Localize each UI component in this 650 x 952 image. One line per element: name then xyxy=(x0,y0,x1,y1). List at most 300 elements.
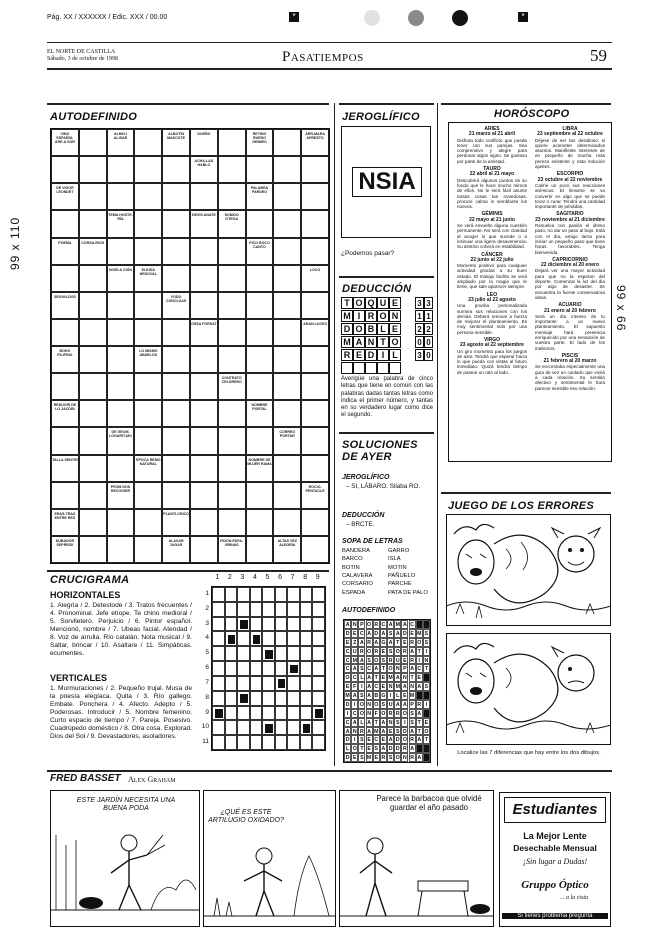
crucigrama-cell[interactable] xyxy=(212,720,225,735)
crucigrama-cell[interactable] xyxy=(225,735,238,750)
autodefinido-answer-cell[interactable] xyxy=(190,482,218,509)
crucigrama-cell[interactable] xyxy=(212,602,225,617)
horoscope-text: Un giro momento para los juegos de azar. Tendrá que esperar hacia lo que pueda con vistas al futuro inmediato. Quizá tendrá tiempo de pasear un rato al lado. xyxy=(457,348,527,375)
autodefinido-answer-cell[interactable] xyxy=(79,265,107,292)
autodefinido-clue-cell: DUEÑO xyxy=(190,129,218,156)
crucigrama-cell[interactable] xyxy=(262,706,275,721)
crucigrama-cell[interactable] xyxy=(225,617,238,632)
sol-grid-letter: E xyxy=(381,737,386,744)
sol-grid-black xyxy=(423,709,430,718)
crucigrama-cell[interactable] xyxy=(300,631,313,646)
autodefinido-clue-cell: ALAXAR JUGAR xyxy=(162,536,190,563)
crucigrama-cell[interactable] xyxy=(225,661,238,676)
crucigrama-cell[interactable] xyxy=(287,720,300,735)
autodefinido-answer-cell[interactable] xyxy=(301,210,329,237)
sol-grid-letter: A xyxy=(417,684,422,691)
autodefinido-answer-cell[interactable] xyxy=(51,319,79,346)
deduccion-answer-cell[interactable] xyxy=(377,362,389,374)
crucigrama-cell[interactable] xyxy=(250,661,263,676)
crucigrama-cell[interactable] xyxy=(275,735,288,750)
crucigrama-cell[interactable] xyxy=(262,617,275,632)
sol-grid-letter: N xyxy=(424,657,429,664)
autodefinido-clue-cell: LOCO xyxy=(301,265,329,292)
crucigrama-cell[interactable] xyxy=(287,646,300,661)
autodefinido-answer-cell[interactable] xyxy=(79,346,107,373)
crucigrama-cell[interactable] xyxy=(225,676,238,691)
autodefinido-answer-cell[interactable] xyxy=(51,427,79,454)
crucigrama-cell[interactable] xyxy=(262,631,275,646)
crucigrama-cell[interactable] xyxy=(300,587,313,602)
errores-caption: Localice las 7 diferencias que hay entre los dos dibujos. xyxy=(457,750,601,756)
autodefinido-answer-cell[interactable] xyxy=(273,346,301,373)
autodefinido-answer-cell[interactable] xyxy=(246,265,274,292)
horoscope-entry xyxy=(535,354,605,391)
crucigrama-grid[interactable] xyxy=(211,586,326,751)
autodefinido-answer-cell[interactable] xyxy=(190,509,218,536)
crucigrama-cell[interactable] xyxy=(312,691,325,706)
crucigrama-cell[interactable] xyxy=(225,587,238,602)
crucigrama-cell[interactable] xyxy=(287,631,300,646)
crucigrama-cell[interactable] xyxy=(212,691,225,706)
autodefinido-clue-cell: ARAN LUCES xyxy=(301,319,329,346)
autodefinido-answer-cell[interactable] xyxy=(162,482,190,509)
autodefinido-answer-cell[interactable] xyxy=(190,400,218,427)
crucigrama-cell[interactable] xyxy=(312,602,325,617)
autodefinido-answer-cell[interactable] xyxy=(51,373,79,400)
autodefinido-answer-cell[interactable] xyxy=(273,238,301,265)
crucigrama-cell[interactable] xyxy=(237,602,250,617)
crucigrama-cell[interactable] xyxy=(250,602,263,617)
crucigrama-cell[interactable] xyxy=(250,706,263,721)
autodefinido-answer-cell[interactable] xyxy=(162,373,190,400)
autodefinido-answer-cell[interactable] xyxy=(107,292,135,319)
autodefinido-answer-cell[interactable] xyxy=(162,319,190,346)
horoscopo-title: HORÓSCOPO xyxy=(494,108,570,120)
crucigrama-cell[interactable] xyxy=(237,676,250,691)
autodefinido-answer-cell[interactable] xyxy=(218,156,246,183)
autodefinido-answer-cell[interactable] xyxy=(273,292,301,319)
autodefinido-answer-cell[interactable] xyxy=(273,509,301,536)
autodefinido-answer-cell[interactable] xyxy=(246,482,274,509)
sol-sopa-words xyxy=(342,548,437,600)
crucigrama-cell[interactable] xyxy=(262,661,275,676)
autodefinido-answer-cell[interactable] xyxy=(190,455,218,482)
deduccion-answer-row[interactable] xyxy=(341,362,401,374)
crucigrama-cell[interactable] xyxy=(287,587,300,602)
autodefinido-answer-cell[interactable] xyxy=(79,210,107,237)
crucigrama-cell[interactable] xyxy=(275,720,288,735)
crucigrama-cell[interactable] xyxy=(300,661,313,676)
autodefinido-clue-cell: NOMBRE DE MUJER RAMA xyxy=(246,455,274,482)
autodefinido-answer-cell[interactable] xyxy=(134,156,162,183)
crucigrama-cell[interactable] xyxy=(312,676,325,691)
crucigrama-cell[interactable] xyxy=(212,661,225,676)
autodefinido-answer-cell[interactable] xyxy=(134,238,162,265)
crucigrama-cell[interactable] xyxy=(250,691,263,706)
autodefinido-answer-cell[interactable] xyxy=(162,183,190,210)
autodefinido-answer-cell[interactable] xyxy=(79,319,107,346)
crucigrama-cell[interactable] xyxy=(275,631,288,646)
autodefinido-answer-cell[interactable] xyxy=(218,427,246,454)
crucigrama-cell[interactable] xyxy=(287,691,300,706)
autodefinido-answer-cell[interactable] xyxy=(162,265,190,292)
comic-panel-3-text: Parece la barbacoa que olvidé guardar el año pasado xyxy=(376,794,482,812)
autodefinido-answer-cell[interactable] xyxy=(107,509,135,536)
autodefinido-answer-cell[interactable] xyxy=(218,129,246,156)
sol-grid-letter: A xyxy=(388,737,393,744)
crucigrama-cell[interactable] xyxy=(287,735,300,750)
crucigrama-cell[interactable] xyxy=(312,587,325,602)
autodefinido-answer-cell[interactable] xyxy=(51,156,79,183)
crucigrama-cell[interactable] xyxy=(212,617,225,632)
autodefinido-answer-cell[interactable] xyxy=(246,536,274,563)
autodefinido-answer-cell[interactable] xyxy=(273,210,301,237)
sol-grid-letter: L xyxy=(360,675,364,682)
crucigrama-cell[interactable] xyxy=(300,735,313,750)
sol-grid-letter: L xyxy=(396,693,400,699)
autodefinido-answer-cell[interactable] xyxy=(273,400,301,427)
autodefinido-answer-cell[interactable] xyxy=(301,238,329,265)
sol-grid-letter: E xyxy=(345,639,350,646)
sol-grid-letter: N xyxy=(403,675,407,682)
autodefinido-answer-cell[interactable] xyxy=(273,482,301,509)
sol-grid-letter: M xyxy=(395,622,400,628)
autodefinido-answer-cell[interactable] xyxy=(107,455,135,482)
autodefinido-answer-cell[interactable] xyxy=(246,292,274,319)
crucigrama-cell[interactable] xyxy=(262,602,275,617)
sol-grid-letter: A xyxy=(367,728,371,735)
sol-grid-letter: E xyxy=(367,737,371,744)
autodefinido-answer-cell[interactable] xyxy=(301,536,329,563)
autodefinido-answer-cell[interactable] xyxy=(134,129,162,156)
sol-grid-letter: A xyxy=(403,684,407,691)
autodefinido-answer-cell[interactable] xyxy=(190,183,218,210)
autodefinido-grid[interactable] xyxy=(50,128,330,564)
crucigrama-cell[interactable] xyxy=(300,676,313,691)
horoscope-sign: LEO xyxy=(486,291,498,298)
crucigrama-cell[interactable] xyxy=(312,631,325,646)
crucigrama-cell[interactable] xyxy=(287,706,300,721)
autodefinido-answer-cell[interactable] xyxy=(134,373,162,400)
sol-grid-letter: A xyxy=(367,675,371,682)
sol-grid-letter: D xyxy=(403,630,407,637)
autodefinido-answer-cell[interactable] xyxy=(162,400,190,427)
crucigrama-cell[interactable] xyxy=(225,646,238,661)
autodefinido-answer-cell[interactable] xyxy=(134,183,162,210)
autodefinido-answer-cell[interactable] xyxy=(218,455,246,482)
autodefinido-answer-cell[interactable] xyxy=(246,373,274,400)
autodefinido-clue-cell: RETINO RUEDO GRIMEO xyxy=(246,129,274,156)
autodefinido-answer-cell[interactable] xyxy=(79,156,107,183)
autodefinido-answer-cell[interactable] xyxy=(246,210,274,237)
sol-grid-letter: R xyxy=(403,746,407,753)
sol-grid-letter: D xyxy=(345,755,350,762)
crucigrama-cell[interactable] xyxy=(275,691,288,706)
crucigrama-cell[interactable] xyxy=(275,617,288,632)
autodefinido-answer-cell[interactable] xyxy=(134,482,162,509)
crucigrama-cell[interactable] xyxy=(250,587,263,602)
sol-grid-letter: T xyxy=(381,666,385,673)
sol-grid-letter: S xyxy=(381,657,386,664)
crucigrama-cell[interactable] xyxy=(250,646,263,661)
ad-line-2: Desechable Mensual xyxy=(513,843,597,853)
autodefinido-answer-cell[interactable] xyxy=(301,292,329,319)
autodefinido-clue-cell: SONIDO OTEGA xyxy=(218,210,246,237)
sol-grid-letter: C xyxy=(381,622,386,628)
crucigrama-cell[interactable] xyxy=(312,661,325,676)
crucigrama-black-cell xyxy=(237,691,250,706)
crucigrama-cell[interactable] xyxy=(312,646,325,661)
sol-grid-letter: A xyxy=(360,657,364,664)
page-number: 59 xyxy=(590,46,607,65)
autodefinido-answer-cell[interactable] xyxy=(107,346,135,373)
sol-grid-letter: N xyxy=(395,666,400,673)
autodefinido-answer-cell[interactable] xyxy=(107,400,135,427)
autodefinido-answer-cell[interactable] xyxy=(162,238,190,265)
errores-drawing-top[interactable] xyxy=(446,514,611,626)
autodefinido-answer-cell[interactable] xyxy=(273,455,301,482)
crucigrama-cell[interactable] xyxy=(212,631,225,646)
sol-grid-black xyxy=(423,753,430,762)
autodefinido-answer-cell[interactable] xyxy=(301,183,329,210)
crucigrama-cell[interactable] xyxy=(225,691,238,706)
autodefinido-clue-cell: TEMA HOSTE-RÍA xyxy=(107,210,135,237)
horoscope-entry xyxy=(457,167,527,209)
crucigrama-cell[interactable] xyxy=(237,631,250,646)
autodefinido-answer-cell[interactable] xyxy=(246,346,274,373)
crucigrama-cell[interactable] xyxy=(275,602,288,617)
autodefinido-answer-cell[interactable] xyxy=(134,319,162,346)
autodefinido-answer-cell[interactable] xyxy=(79,536,107,563)
crucigrama-cell[interactable] xyxy=(287,602,300,617)
crucigrama-cell[interactable] xyxy=(300,617,313,632)
autodefinido-answer-cell[interactable] xyxy=(218,292,246,319)
autodefinido-clue-cell: ERAS-TRAS ENTRE RES xyxy=(51,509,79,536)
crucigrama-cell[interactable] xyxy=(262,691,275,706)
autodefinido-answer-cell[interactable] xyxy=(162,210,190,237)
ad-line-1: La Mejor Lente xyxy=(523,831,587,841)
autodefinido-answer-cell[interactable] xyxy=(107,373,135,400)
autodefinido-answer-cell[interactable] xyxy=(190,427,218,454)
crucigrama-cell[interactable] xyxy=(237,706,250,721)
sopa-word: ISLA xyxy=(388,556,401,563)
crucigrama-cell[interactable] xyxy=(275,587,288,602)
autodefinido-answer-cell[interactable] xyxy=(301,455,329,482)
autodefinido-answer-cell[interactable] xyxy=(190,292,218,319)
autodefinido-answer-cell[interactable] xyxy=(301,427,329,454)
crucigrama-cell[interactable] xyxy=(237,720,250,735)
sol-grid-letter: O xyxy=(395,648,400,655)
crucigrama-cell[interactable] xyxy=(275,661,288,676)
autodefinido-answer-cell[interactable] xyxy=(134,400,162,427)
autodefinido-answer-cell[interactable] xyxy=(79,292,107,319)
autodefinido-answer-cell[interactable] xyxy=(273,183,301,210)
autodefinido-answer-cell[interactable] xyxy=(218,238,246,265)
autodefinido-answer-cell[interactable] xyxy=(134,210,162,237)
crucigrama-cell[interactable] xyxy=(212,735,225,750)
autodefinido-answer-cell[interactable] xyxy=(162,156,190,183)
autodefinido-answer-cell[interactable] xyxy=(134,292,162,319)
autodefinido-answer-cell[interactable] xyxy=(134,427,162,454)
autodefinido-answer-cell[interactable] xyxy=(79,183,107,210)
crucigrama-col-number: 2 xyxy=(227,574,232,581)
autodefinido-answer-cell[interactable] xyxy=(301,156,329,183)
autodefinido-answer-cell[interactable] xyxy=(301,400,329,427)
crucigrama-cell[interactable] xyxy=(250,617,263,632)
crucigrama-cell[interactable] xyxy=(250,735,263,750)
autodefinido-answer-cell[interactable] xyxy=(162,346,190,373)
sol-grid-letter: R xyxy=(374,648,379,655)
deduccion-answer-cell[interactable] xyxy=(389,362,401,374)
deduccion-letter: Q xyxy=(365,297,377,309)
sol-grid-letter: A xyxy=(381,746,386,753)
autodefinido-answer-cell[interactable] xyxy=(162,455,190,482)
sol-grid-letter: C xyxy=(374,737,379,744)
crucigrama-cell[interactable] xyxy=(237,735,250,750)
errores-drawing-bottom[interactable] xyxy=(446,633,611,745)
crucigrama-cell[interactable] xyxy=(312,617,325,632)
crucigrama-cell[interactable] xyxy=(212,646,225,661)
autodefinido-answer-cell[interactable] xyxy=(79,373,107,400)
sol-grid-letter: E xyxy=(403,639,407,646)
deduccion-letter: O xyxy=(377,310,389,322)
crucigrama-cell[interactable] xyxy=(262,587,275,602)
ad-panel[interactable] xyxy=(499,792,611,927)
autodefinido-answer-cell[interactable] xyxy=(273,319,301,346)
autodefinido-answer-cell[interactable] xyxy=(301,373,329,400)
autodefinido-answer-cell[interactable] xyxy=(79,509,107,536)
autodefinido-answer-cell[interactable] xyxy=(273,156,301,183)
crucigrama-cell[interactable] xyxy=(262,676,275,691)
crucigrama-cell[interactable] xyxy=(225,720,238,735)
jeroglifico-word: NSIA xyxy=(352,167,422,197)
crucigrama-cell[interactable] xyxy=(312,735,325,750)
crucigrama-cell[interactable] xyxy=(225,602,238,617)
crucigrama-cell[interactable] xyxy=(212,587,225,602)
autodefinido-answer-cell[interactable] xyxy=(273,373,301,400)
horoscope-text: Será un día intenso de tu importante a un nuevo planteamiento. El supuesto mensaje hará presencia enriquecido por una sensación de vuestra parte. El lado de los intelectos. xyxy=(535,313,605,351)
deduccion-answer-cell[interactable] xyxy=(365,362,377,374)
crucigrama-cell[interactable] xyxy=(250,676,263,691)
sol-grid-letter: T xyxy=(424,737,428,744)
autodefinido-answer-cell[interactable] xyxy=(51,482,79,509)
autodefinido-answer-cell[interactable] xyxy=(190,346,218,373)
sol-grid-letter: N xyxy=(367,710,371,717)
crucigrama-cell[interactable] xyxy=(287,617,300,632)
autodefinido-answer-cell[interactable] xyxy=(218,400,246,427)
autodefinido-answer-cell[interactable] xyxy=(301,509,329,536)
autodefinido-answer-cell[interactable] xyxy=(218,265,246,292)
autodefinido-answer-cell[interactable] xyxy=(107,238,135,265)
autodefinido-answer-cell[interactable] xyxy=(107,536,135,563)
crucigrama-cell[interactable] xyxy=(275,646,288,661)
autodefinido-answer-cell[interactable] xyxy=(190,265,218,292)
sol-grid-letter: E xyxy=(388,728,393,735)
sol-grid-letter: N xyxy=(352,728,357,735)
autodefinido-answer-cell[interactable] xyxy=(190,238,218,265)
autodefinido-answer-cell[interactable] xyxy=(190,536,218,563)
crucigrama-cell[interactable] xyxy=(312,720,325,735)
autodefinido-answer-cell[interactable] xyxy=(51,210,79,237)
autodefinido-answer-cell[interactable] xyxy=(107,156,135,183)
crucigrama-black-cell xyxy=(287,661,300,676)
autodefinido-answer-cell[interactable] xyxy=(218,346,246,373)
autodefinido-answer-cell[interactable] xyxy=(218,319,246,346)
deduccion-letter: L xyxy=(389,349,401,361)
sol-grid-letter: O xyxy=(352,746,357,753)
deduccion-letter: T xyxy=(341,297,353,309)
autodefinido-answer-cell[interactable] xyxy=(301,346,329,373)
deduccion-number: 3 xyxy=(415,349,424,361)
deduccion-answer-cell[interactable] xyxy=(353,362,365,374)
autodefinido-answer-cell[interactable] xyxy=(51,265,79,292)
autodefinido-answer-cell[interactable] xyxy=(134,536,162,563)
crucigrama-cell[interactable] xyxy=(250,720,263,735)
deduccion-letter: B xyxy=(365,323,377,335)
autodefinido-answer-cell[interactable] xyxy=(79,482,107,509)
crucigrama-cell[interactable] xyxy=(237,587,250,602)
crucigrama-cell[interactable] xyxy=(212,676,225,691)
crucigrama-cell[interactable] xyxy=(300,602,313,617)
autodefinido-answer-cell[interactable] xyxy=(246,156,274,183)
sol-jeroglifico-title: JEROGLÍFICO xyxy=(342,474,390,481)
sol-grid-letter: M xyxy=(395,684,400,691)
sopa-word: BOTIN xyxy=(342,564,360,571)
crucigrama-cell[interactable] xyxy=(262,735,275,750)
autodefinido-answer-cell[interactable] xyxy=(134,509,162,536)
sol-grid-letter: R xyxy=(388,657,393,664)
sol-grid-letter: O xyxy=(424,728,429,735)
sol-grid-letter: R xyxy=(410,657,414,664)
crucigrama-cell[interactable] xyxy=(237,661,250,676)
autodefinido-answer-cell[interactable] xyxy=(273,129,301,156)
sol-grid-letter: A xyxy=(352,719,357,726)
crucigrama-cell[interactable] xyxy=(237,646,250,661)
autodefinido-answer-cell[interactable] xyxy=(273,265,301,292)
sol-grid-letter: F xyxy=(374,710,378,717)
deduccion-letter: M xyxy=(341,310,353,322)
crucigrama-cell[interactable] xyxy=(275,706,288,721)
crucigrama-cell[interactable] xyxy=(300,646,313,661)
crucigrama-cell[interactable] xyxy=(225,706,238,721)
horoscope-sign: TAURO xyxy=(483,166,501,173)
autodefinido-clue-cell: SEGUN-DOS xyxy=(51,292,79,319)
sol-grid-letter: A xyxy=(381,630,386,637)
horoscope-text: Déjese de ser tan desidioso: si quiere acometer determinados asuntos. Manifieste intereses de en pequeño de mucha más pereza existente y esta solución ajustes. xyxy=(535,137,605,170)
autodefinido-answer-cell[interactable] xyxy=(162,427,190,454)
comic-panel-1 xyxy=(50,790,200,927)
autodefinido-answer-cell[interactable] xyxy=(218,482,246,509)
autodefinido-answer-cell[interactable] xyxy=(107,183,135,210)
sol-autodefinido-title: AUTODEFINIDO xyxy=(342,607,396,614)
autodefinido-answer-cell[interactable] xyxy=(79,400,107,427)
autodefinido-answer-cell[interactable] xyxy=(218,183,246,210)
crucigrama-cell[interactable] xyxy=(300,691,313,706)
autodefinido-answer-cell[interactable] xyxy=(246,319,274,346)
crucigrama-cell[interactable] xyxy=(287,676,300,691)
autodefinido-answer-cell[interactable] xyxy=(218,509,246,536)
autodefinido-answer-cell[interactable] xyxy=(190,373,218,400)
crucigrama-cell[interactable] xyxy=(300,706,313,721)
sol-grid-letter: U xyxy=(395,657,400,664)
autodefinido-answer-cell[interactable] xyxy=(79,129,107,156)
autodefinido-answer-cell[interactable] xyxy=(246,509,274,536)
autodefinido-answer-cell[interactable] xyxy=(107,319,135,346)
autodefinido-answer-cell[interactable] xyxy=(246,427,274,454)
deduccion-answer-cell[interactable] xyxy=(341,362,353,374)
autodefinido-answer-cell[interactable] xyxy=(79,455,107,482)
autodefinido-answer-cell[interactable] xyxy=(79,427,107,454)
